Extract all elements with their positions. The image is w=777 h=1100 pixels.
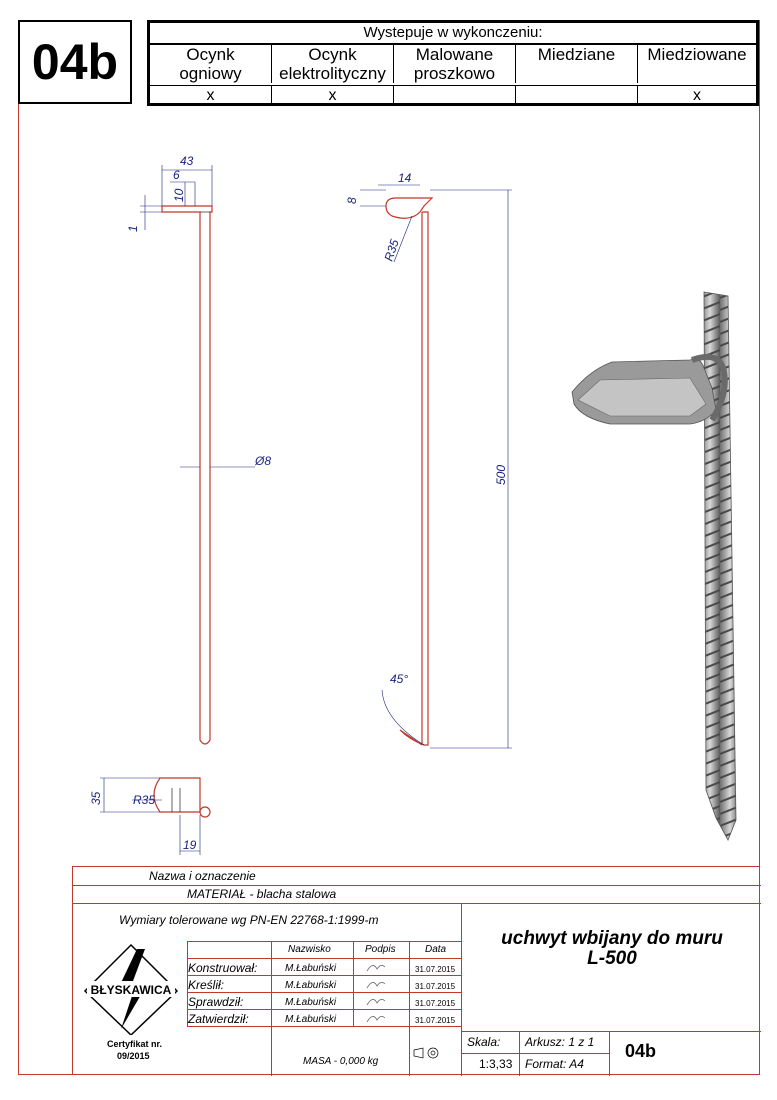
sign-date: 31.07.2015 <box>415 1016 456 1025</box>
dim-side-width: 14 <box>398 171 412 185</box>
sign-date: 31.07.2015 <box>415 965 456 974</box>
finish-mark: x <box>272 85 394 106</box>
product-render <box>572 292 736 840</box>
col-signature: Podpis <box>365 944 396 955</box>
finish-label: Miedziane <box>537 45 616 64</box>
logo-text: BŁYSKAWICA <box>90 983 172 997</box>
scale-value: 1:3,33 <box>479 1057 513 1071</box>
dim-bottom-height: 35 <box>89 791 103 805</box>
mass: MASA - 0,000 kg <box>303 1056 379 1067</box>
finish-label: proszkowo <box>413 64 496 83</box>
front-view <box>162 206 212 744</box>
product-name-line: L-500 <box>587 948 637 969</box>
finish-title: Wystepuje w wykonczeniu: <box>150 23 756 45</box>
dim-diameter: Ø8 <box>255 454 272 468</box>
tolerance: Wymiary tolerowane wg PN-EN 22768-1:1999-m <box>119 913 379 927</box>
dim-length: 500 <box>494 464 508 485</box>
finish-label: ogniowy <box>179 64 242 83</box>
material: MATERIAŁ - blacha stalowa <box>187 887 337 901</box>
side-view <box>386 198 432 745</box>
dim-top-thickness: 10 <box>172 188 186 202</box>
sheet-label: Arkusz: 1 z 1 <box>525 1035 595 1049</box>
cert-line: Certyfikat nr. <box>107 1039 163 1049</box>
person-name: M.Łabuński <box>285 1014 337 1025</box>
front-view-dimensions <box>140 165 255 467</box>
dim-tip-angle: 45° <box>390 672 409 686</box>
finish-label: elektrolityczny <box>279 64 386 83</box>
dim-top-inner: 6 <box>173 168 180 182</box>
person-name: M.Łabuński <box>285 963 337 974</box>
signatures <box>363 959 393 1027</box>
person-name: M.Łabuński <box>285 997 337 1008</box>
company-logo <box>83 943 179 1035</box>
finish-label: Malowane <box>415 45 494 64</box>
finish-label: Ocynk <box>186 45 235 64</box>
drawing-number: 04b <box>625 1041 657 1061</box>
product-name <box>465 929 759 969</box>
dim-side-height: 8 <box>345 197 359 204</box>
projection-symbol-icon <box>413 1047 441 1059</box>
sign-date: 31.07.2015 <box>415 982 456 991</box>
dim-bottom-radius: R35 <box>133 793 156 807</box>
col-name: Nazwisko <box>288 944 331 955</box>
role-label: Kreślił: <box>188 978 225 992</box>
finish-mark: x <box>150 85 272 106</box>
product-name-line: uchwyt wbijany do muru <box>501 928 723 949</box>
dim-side-radius: R35 <box>381 237 402 263</box>
cert-line: 09/2015 <box>117 1051 150 1061</box>
col-date: Data <box>425 944 447 955</box>
role-label: Sprawdził: <box>188 995 244 1009</box>
side-view-dimensions <box>360 185 512 748</box>
sign-date: 31.07.2015 <box>415 999 456 1008</box>
finish-label: Miedziowane <box>647 45 747 64</box>
name-label: Nazwa i oznaczenie <box>149 869 256 883</box>
finish-mark: x <box>638 85 756 106</box>
role-label: Konstruował: <box>188 961 258 975</box>
drawing-code: 04b <box>18 20 132 104</box>
person-name: M.Łabuński <box>285 980 337 991</box>
bottom-view <box>154 778 210 817</box>
role-label: Zatwierdził: <box>188 1012 249 1026</box>
format-label: Format: A4 <box>525 1057 584 1071</box>
finish-label: Ocynk <box>308 45 357 64</box>
dim-bottom-width: 19 <box>183 838 197 852</box>
dim-top-gap: 1 <box>126 225 140 232</box>
scale-label: Skala: <box>467 1035 501 1049</box>
title-block <box>72 866 760 1075</box>
dim-top-width: 43 <box>180 154 194 168</box>
